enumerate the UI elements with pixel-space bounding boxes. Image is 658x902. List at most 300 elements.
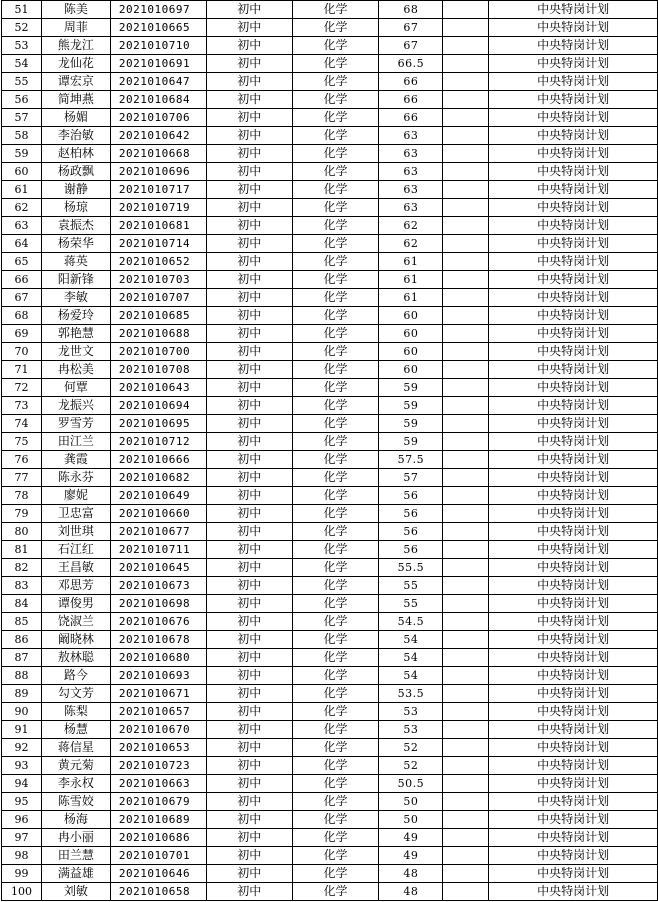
subject: 化学 xyxy=(292,343,379,361)
table-row xyxy=(2,235,658,253)
table-row xyxy=(2,109,658,127)
candidate-name: 郭艳慧 xyxy=(41,325,110,343)
recruitment-plan: 中央特岗计划 xyxy=(489,55,658,73)
subject: 化学 xyxy=(292,541,379,559)
row-number: 61 xyxy=(2,181,42,199)
exam-number: 2021010707 xyxy=(110,289,206,307)
table-row xyxy=(2,325,658,343)
table-row xyxy=(2,451,658,469)
recruitment-plan: 中央特岗计划 xyxy=(489,343,658,361)
row-number: 82 xyxy=(2,559,42,577)
recruitment-plan: 中央特岗计划 xyxy=(489,181,658,199)
candidate-name: 罗雪芳 xyxy=(41,415,110,433)
recruitment-plan: 中央特岗计划 xyxy=(489,847,658,865)
exam-number: 2021010682 xyxy=(110,469,206,487)
candidate-name: 杨媚 xyxy=(41,109,110,127)
candidate-name: 满益雄 xyxy=(41,865,110,883)
table-row xyxy=(2,217,658,235)
candidate-name: 蒋信星 xyxy=(41,739,110,757)
recruitment-plan: 中央特岗计划 xyxy=(489,127,658,145)
table-row xyxy=(2,397,658,415)
subject: 化学 xyxy=(292,199,379,217)
note-cell xyxy=(443,811,489,829)
candidate-name: 袁振杰 xyxy=(41,217,110,235)
candidate-name: 李治敏 xyxy=(41,127,110,145)
school-level: 初中 xyxy=(206,145,292,163)
row-number: 87 xyxy=(2,649,42,667)
candidate-name: 田江兰 xyxy=(41,433,110,451)
school-level: 初中 xyxy=(206,523,292,541)
note-cell xyxy=(443,271,489,289)
recruitment-plan: 中央特岗计划 xyxy=(489,1,658,19)
row-number: 95 xyxy=(2,793,42,811)
candidate-name: 敖林聪 xyxy=(41,649,110,667)
note-cell xyxy=(443,91,489,109)
note-cell xyxy=(443,397,489,415)
table-row xyxy=(2,163,658,181)
note-cell xyxy=(443,37,489,55)
row-number: 75 xyxy=(2,433,42,451)
subject: 化学 xyxy=(292,865,379,883)
candidate-name: 李敏 xyxy=(41,289,110,307)
candidate-name: 赵柏林 xyxy=(41,145,110,163)
recruitment-plan: 中央特岗计划 xyxy=(489,505,658,523)
note-cell xyxy=(443,1,489,19)
exam-number: 2021010714 xyxy=(110,235,206,253)
table-row xyxy=(2,19,658,37)
subject: 化学 xyxy=(292,55,379,73)
school-level: 初中 xyxy=(206,55,292,73)
subject: 化学 xyxy=(292,181,379,199)
score: 60 xyxy=(379,343,443,361)
exam-number: 2021010645 xyxy=(110,559,206,577)
score: 52 xyxy=(379,757,443,775)
note-cell xyxy=(443,865,489,883)
recruitment-plan: 中央特岗计划 xyxy=(489,73,658,91)
school-level: 初中 xyxy=(206,721,292,739)
row-number: 88 xyxy=(2,667,42,685)
score: 63 xyxy=(379,163,443,181)
exam-number: 2021010677 xyxy=(110,523,206,541)
recruitment-plan: 中央特岗计划 xyxy=(489,37,658,55)
row-number: 99 xyxy=(2,865,42,883)
score: 49 xyxy=(379,829,443,847)
table-row xyxy=(2,271,658,289)
candidate-name: 杨琼 xyxy=(41,199,110,217)
score: 50.5 xyxy=(379,775,443,793)
recruitment-plan: 中央特岗计划 xyxy=(489,613,658,631)
exam-number: 2021010708 xyxy=(110,361,206,379)
candidate-name: 卫忠富 xyxy=(41,505,110,523)
note-cell xyxy=(443,703,489,721)
school-level: 初中 xyxy=(206,595,292,613)
table-row xyxy=(2,577,658,595)
candidate-name: 何覃 xyxy=(41,379,110,397)
score: 63 xyxy=(379,181,443,199)
exam-number: 2021010695 xyxy=(110,415,206,433)
candidate-name: 田兰慧 xyxy=(41,847,110,865)
score: 55.5 xyxy=(379,559,443,577)
subject: 化学 xyxy=(292,487,379,505)
exam-number: 2021010646 xyxy=(110,865,206,883)
score: 54 xyxy=(379,649,443,667)
table-row xyxy=(2,37,658,55)
subject: 化学 xyxy=(292,523,379,541)
row-number: 65 xyxy=(2,253,42,271)
score: 55 xyxy=(379,595,443,613)
subject: 化学 xyxy=(292,217,379,235)
row-number: 93 xyxy=(2,757,42,775)
exam-number: 2021010673 xyxy=(110,577,206,595)
recruitment-plan: 中央特岗计划 xyxy=(489,109,658,127)
row-number: 97 xyxy=(2,829,42,847)
subject: 化学 xyxy=(292,397,379,415)
row-number: 80 xyxy=(2,523,42,541)
recruitment-plan: 中央特岗计划 xyxy=(489,235,658,253)
table-row xyxy=(2,541,658,559)
candidate-name: 黄元菊 xyxy=(41,757,110,775)
candidate-name: 阚晓林 xyxy=(41,631,110,649)
school-level: 初中 xyxy=(206,1,292,19)
subject: 化学 xyxy=(292,307,379,325)
table-row xyxy=(2,415,658,433)
subject: 化学 xyxy=(292,451,379,469)
score: 53 xyxy=(379,721,443,739)
row-number: 84 xyxy=(2,595,42,613)
school-level: 初中 xyxy=(206,379,292,397)
subject: 化学 xyxy=(292,163,379,181)
row-number: 63 xyxy=(2,217,42,235)
table-body xyxy=(2,1,658,901)
school-level: 初中 xyxy=(206,469,292,487)
exam-number: 2021010679 xyxy=(110,793,206,811)
note-cell xyxy=(443,721,489,739)
school-level: 初中 xyxy=(206,253,292,271)
subject: 化学 xyxy=(292,127,379,145)
note-cell xyxy=(443,649,489,667)
recruitment-plan: 中央特岗计划 xyxy=(489,577,658,595)
note-cell xyxy=(443,667,489,685)
table-row xyxy=(2,181,658,199)
table-row xyxy=(2,127,658,145)
recruitment-plan: 中央特岗计划 xyxy=(489,163,658,181)
school-level: 初中 xyxy=(206,847,292,865)
row-number: 52 xyxy=(2,19,42,37)
recruitment-plan: 中央特岗计划 xyxy=(489,397,658,415)
note-cell xyxy=(443,505,489,523)
note-cell xyxy=(443,307,489,325)
note-cell xyxy=(443,487,489,505)
score: 52 xyxy=(379,739,443,757)
school-level: 初中 xyxy=(206,91,292,109)
note-cell xyxy=(443,217,489,235)
table-row xyxy=(2,307,658,325)
exam-number: 2021010698 xyxy=(110,595,206,613)
recruitment-plan: 中央特岗计划 xyxy=(489,811,658,829)
recruitment-plan: 中央特岗计划 xyxy=(489,595,658,613)
subject: 化学 xyxy=(292,109,379,127)
note-cell xyxy=(443,325,489,343)
school-level: 初中 xyxy=(206,703,292,721)
school-level: 初中 xyxy=(206,127,292,145)
score: 50 xyxy=(379,793,443,811)
subject: 化学 xyxy=(292,775,379,793)
recruitment-plan: 中央特岗计划 xyxy=(489,865,658,883)
score: 48 xyxy=(379,865,443,883)
recruitment-plan: 中央特岗计划 xyxy=(489,775,658,793)
row-number: 70 xyxy=(2,343,42,361)
recruitment-plan: 中央特岗计划 xyxy=(489,91,658,109)
candidate-name: 刘世琪 xyxy=(41,523,110,541)
row-number: 56 xyxy=(2,91,42,109)
table-row xyxy=(2,487,658,505)
score: 54 xyxy=(379,631,443,649)
recruitment-plan: 中央特岗计划 xyxy=(489,325,658,343)
score: 67 xyxy=(379,37,443,55)
school-level: 初中 xyxy=(206,559,292,577)
exam-number: 2021010684 xyxy=(110,91,206,109)
note-cell xyxy=(443,541,489,559)
table-row xyxy=(2,145,658,163)
row-number: 62 xyxy=(2,199,42,217)
recruitment-plan: 中央特岗计划 xyxy=(489,253,658,271)
note-cell xyxy=(443,775,489,793)
school-level: 初中 xyxy=(206,199,292,217)
score: 60 xyxy=(379,361,443,379)
row-number: 68 xyxy=(2,307,42,325)
subject: 化学 xyxy=(292,145,379,163)
subject: 化学 xyxy=(292,361,379,379)
school-level: 初中 xyxy=(206,505,292,523)
subject: 化学 xyxy=(292,559,379,577)
school-level: 初中 xyxy=(206,793,292,811)
recruitment-plan: 中央特岗计划 xyxy=(489,19,658,37)
exam-number: 2021010701 xyxy=(110,847,206,865)
school-level: 初中 xyxy=(206,325,292,343)
table-row xyxy=(2,379,658,397)
school-level: 初中 xyxy=(206,73,292,91)
school-level: 初中 xyxy=(206,235,292,253)
school-level: 初中 xyxy=(206,343,292,361)
subject: 化学 xyxy=(292,739,379,757)
candidate-name: 王昌敏 xyxy=(41,559,110,577)
subject: 化学 xyxy=(292,667,379,685)
recruitment-plan: 中央特岗计划 xyxy=(489,307,658,325)
exam-number: 2021010706 xyxy=(110,109,206,127)
note-cell xyxy=(443,847,489,865)
exam-number: 2021010666 xyxy=(110,451,206,469)
row-number: 78 xyxy=(2,487,42,505)
note-cell xyxy=(443,631,489,649)
recruitment-plan: 中央特岗计划 xyxy=(489,487,658,505)
row-number: 76 xyxy=(2,451,42,469)
school-level: 初中 xyxy=(206,649,292,667)
school-level: 初中 xyxy=(206,541,292,559)
table-row xyxy=(2,865,658,883)
candidate-name: 李永权 xyxy=(41,775,110,793)
score: 59 xyxy=(379,379,443,397)
note-cell xyxy=(443,793,489,811)
row-number: 71 xyxy=(2,361,42,379)
note-cell xyxy=(443,469,489,487)
score: 63 xyxy=(379,199,443,217)
recruitment-plan: 中央特岗计划 xyxy=(489,667,658,685)
score: 59 xyxy=(379,397,443,415)
school-level: 初中 xyxy=(206,487,292,505)
recruitment-plan: 中央特岗计划 xyxy=(489,145,658,163)
note-cell xyxy=(443,883,489,901)
score: 61 xyxy=(379,271,443,289)
candidate-name: 路今 xyxy=(41,667,110,685)
exam-number: 2021010678 xyxy=(110,631,206,649)
note-cell xyxy=(443,73,489,91)
score: 59 xyxy=(379,415,443,433)
exam-number: 2021010643 xyxy=(110,379,206,397)
exam-number: 2021010670 xyxy=(110,721,206,739)
table-row xyxy=(2,289,658,307)
school-level: 初中 xyxy=(206,181,292,199)
exam-number: 2021010657 xyxy=(110,703,206,721)
table-row xyxy=(2,793,658,811)
exam-number: 2021010686 xyxy=(110,829,206,847)
recruitment-plan: 中央特岗计划 xyxy=(489,631,658,649)
subject: 化学 xyxy=(292,883,379,901)
row-number: 53 xyxy=(2,37,42,55)
exam-number: 2021010680 xyxy=(110,649,206,667)
candidate-name: 陈永芬 xyxy=(41,469,110,487)
note-cell xyxy=(443,127,489,145)
subject: 化学 xyxy=(292,811,379,829)
exam-number: 2021010703 xyxy=(110,271,206,289)
recruitment-plan: 中央特岗计划 xyxy=(489,883,658,901)
table-row xyxy=(2,343,658,361)
school-level: 初中 xyxy=(206,433,292,451)
exam-number: 2021010676 xyxy=(110,613,206,631)
score: 67 xyxy=(379,19,443,37)
subject: 化学 xyxy=(292,685,379,703)
row-number: 86 xyxy=(2,631,42,649)
note-cell xyxy=(443,757,489,775)
table-row xyxy=(2,703,658,721)
candidate-name: 谭宏京 xyxy=(41,73,110,91)
candidate-name: 陈美 xyxy=(41,1,110,19)
note-cell xyxy=(443,343,489,361)
table-row xyxy=(2,595,658,613)
candidate-name: 廖妮 xyxy=(41,487,110,505)
exam-number: 2021010663 xyxy=(110,775,206,793)
table-row xyxy=(2,469,658,487)
note-cell xyxy=(443,253,489,271)
table-row xyxy=(2,721,658,739)
exam-number: 2021010652 xyxy=(110,253,206,271)
subject: 化学 xyxy=(292,1,379,19)
row-number: 79 xyxy=(2,505,42,523)
recruitment-plan: 中央特岗计划 xyxy=(489,469,658,487)
subject: 化学 xyxy=(292,433,379,451)
school-level: 初中 xyxy=(206,397,292,415)
candidate-name: 勾文芳 xyxy=(41,685,110,703)
note-cell xyxy=(443,577,489,595)
subject: 化学 xyxy=(292,325,379,343)
results-table xyxy=(1,0,658,901)
row-number: 94 xyxy=(2,775,42,793)
exam-number: 2021010668 xyxy=(110,145,206,163)
recruitment-plan: 中央特岗计划 xyxy=(489,217,658,235)
school-level: 初中 xyxy=(206,307,292,325)
school-level: 初中 xyxy=(206,109,292,127)
score: 54 xyxy=(379,667,443,685)
school-level: 初中 xyxy=(206,613,292,631)
score: 48 xyxy=(379,883,443,901)
subject: 化学 xyxy=(292,613,379,631)
table-row xyxy=(2,1,658,19)
school-level: 初中 xyxy=(206,217,292,235)
school-level: 初中 xyxy=(206,829,292,847)
score: 53.5 xyxy=(379,685,443,703)
candidate-name: 饶淑兰 xyxy=(41,613,110,631)
candidate-name: 周菲 xyxy=(41,19,110,37)
score: 60 xyxy=(379,307,443,325)
recruitment-plan: 中央特岗计划 xyxy=(489,451,658,469)
row-number: 58 xyxy=(2,127,42,145)
score: 49 xyxy=(379,847,443,865)
recruitment-plan: 中央特岗计划 xyxy=(489,721,658,739)
note-cell xyxy=(443,109,489,127)
candidate-name: 谢静 xyxy=(41,181,110,199)
school-level: 初中 xyxy=(206,289,292,307)
row-number: 83 xyxy=(2,577,42,595)
exam-number: 2021010660 xyxy=(110,505,206,523)
table-row xyxy=(2,253,658,271)
exam-number: 2021010642 xyxy=(110,127,206,145)
candidate-name: 杨荣华 xyxy=(41,235,110,253)
note-cell xyxy=(443,829,489,847)
table-row xyxy=(2,199,658,217)
school-level: 初中 xyxy=(206,37,292,55)
school-level: 初中 xyxy=(206,739,292,757)
exam-number: 2021010691 xyxy=(110,55,206,73)
score: 57 xyxy=(379,469,443,487)
score: 53 xyxy=(379,703,443,721)
row-number: 90 xyxy=(2,703,42,721)
score: 66 xyxy=(379,91,443,109)
exam-number: 2021010647 xyxy=(110,73,206,91)
score: 54.5 xyxy=(379,613,443,631)
score: 56 xyxy=(379,487,443,505)
row-number: 81 xyxy=(2,541,42,559)
table-row xyxy=(2,739,658,757)
score: 63 xyxy=(379,127,443,145)
exam-number: 2021010697 xyxy=(110,1,206,19)
subject: 化学 xyxy=(292,757,379,775)
score: 56 xyxy=(379,523,443,541)
recruitment-plan: 中央特岗计划 xyxy=(489,541,658,559)
table-row xyxy=(2,523,658,541)
table-row xyxy=(2,829,658,847)
exam-number: 2021010694 xyxy=(110,397,206,415)
recruitment-plan: 中央特岗计划 xyxy=(489,433,658,451)
note-cell xyxy=(443,163,489,181)
candidate-name: 石江红 xyxy=(41,541,110,559)
recruitment-plan: 中央特岗计划 xyxy=(489,793,658,811)
recruitment-plan: 中央特岗计划 xyxy=(489,361,658,379)
candidate-name: 谭俊男 xyxy=(41,595,110,613)
score: 55 xyxy=(379,577,443,595)
note-cell xyxy=(443,559,489,577)
row-number: 74 xyxy=(2,415,42,433)
row-number: 89 xyxy=(2,685,42,703)
score: 60 xyxy=(379,325,443,343)
